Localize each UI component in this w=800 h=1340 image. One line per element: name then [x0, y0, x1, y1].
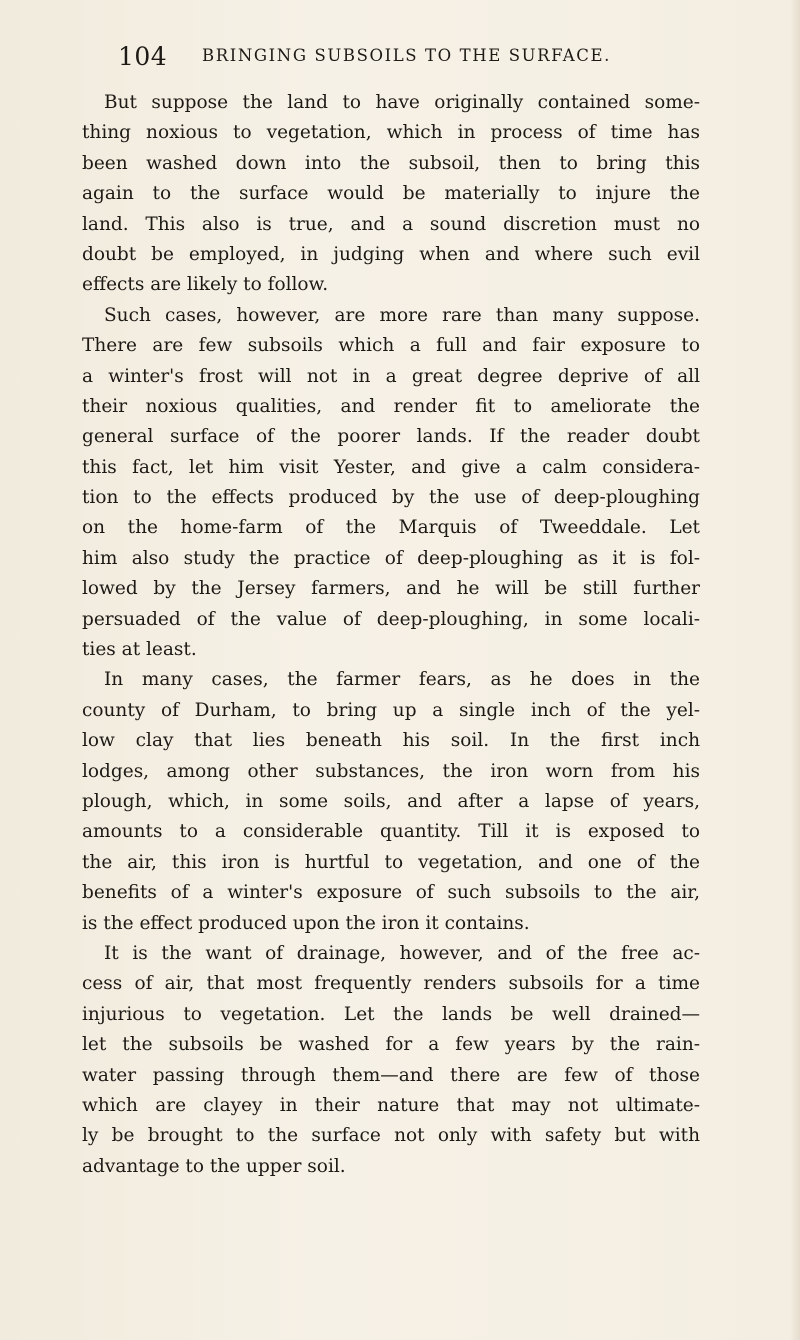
text-line: lowed by the Jersey farmers, and he will be still further [82, 578, 700, 600]
page-number: 104 [118, 42, 168, 71]
text-line: thing noxious to vegetation, which in process of time has [82, 122, 700, 144]
page-header [118, 42, 698, 82]
text-line: But suppose the land to have originally contained some- [104, 92, 700, 113]
text-line: lodges, among other substances, the iron worn from his [82, 760, 700, 782]
text-line: is the effect produced upon the iron it contains. [82, 912, 530, 934]
text-line: a winter's frost will not in a great degree deprive of all [82, 365, 700, 387]
text-line: persuaded of the value of deep-ploughing, in some locali- [82, 608, 700, 630]
text-line: low clay that lies beneath his soil. In the first inch [82, 730, 700, 752]
text-line: cess of air, that most frequently renders subsoils for a time [82, 973, 700, 995]
text-line: It is the want of drainage, however, and of the free ac- [104, 942, 700, 964]
text-line: ties at least. [82, 639, 197, 661]
text-line: effects are likely to follow. [82, 274, 329, 296]
text-line: amounts to a considerable quantity. Till it is exposed to [82, 821, 700, 843]
text-line: benefits of a winter's exposure of such subsoils to the air, [82, 882, 700, 904]
text-line: again to the surface would be materially to injure the [82, 183, 700, 205]
text-line: been washed down into the subsoil, then to bring this [82, 152, 700, 174]
text-line: tion to the effects produced by the use of deep-ploughing [82, 487, 700, 509]
page-edge-shading [790, 0, 800, 1340]
text-line: the air, this iron is hurtful to vegetation, and one of the [82, 851, 700, 873]
text-line: water passing through them—and there are few of those [82, 1064, 700, 1086]
text-line: their noxious qualities, and render fit to ameliorate the [82, 395, 700, 417]
text-line: advantage to the upper soil. [82, 1155, 346, 1177]
text-line: land. This also is true, and a sound discretion must no [82, 213, 700, 235]
text-line: plough, which, in some soils, and after a lapse of years, [82, 790, 700, 812]
text-line: general surface of the poorer lands. If the reader doubt [82, 426, 700, 448]
body-text [82, 88, 700, 1182]
text-line: him also study the practice of deep-ploughing as it is fol- [82, 547, 700, 569]
text-line: In many cases, the farmer fears, as he does in the [104, 669, 700, 691]
text-line: ly be brought to the surface not only with safety but with [82, 1125, 700, 1147]
text-line: let the subsoils be washed for a few years by the rain- [82, 1034, 700, 1056]
text-line: Such cases, however, are more rare than many suppose. [104, 304, 700, 326]
text-line: county of Durham, to bring up a single inch of the yel- [82, 699, 700, 721]
text-line: doubt be employed, in judging when and where such evil [82, 243, 700, 265]
text-line: There are few subsoils which a full and fair exposure to [82, 335, 700, 357]
text-line: this fact, let him visit Yester, and give a calm considera- [82, 456, 700, 478]
running-title: BRINGING SUBSOILS TO THE SURFACE. [202, 46, 611, 65]
text-line: on the home-farm of the Marquis of Tweeddale. Let [82, 517, 700, 539]
text-line: injurious to vegetation. Let the lands be well drained— [82, 1003, 700, 1025]
text-line: which are clayey in their nature that may not ultimate- [82, 1094, 700, 1116]
